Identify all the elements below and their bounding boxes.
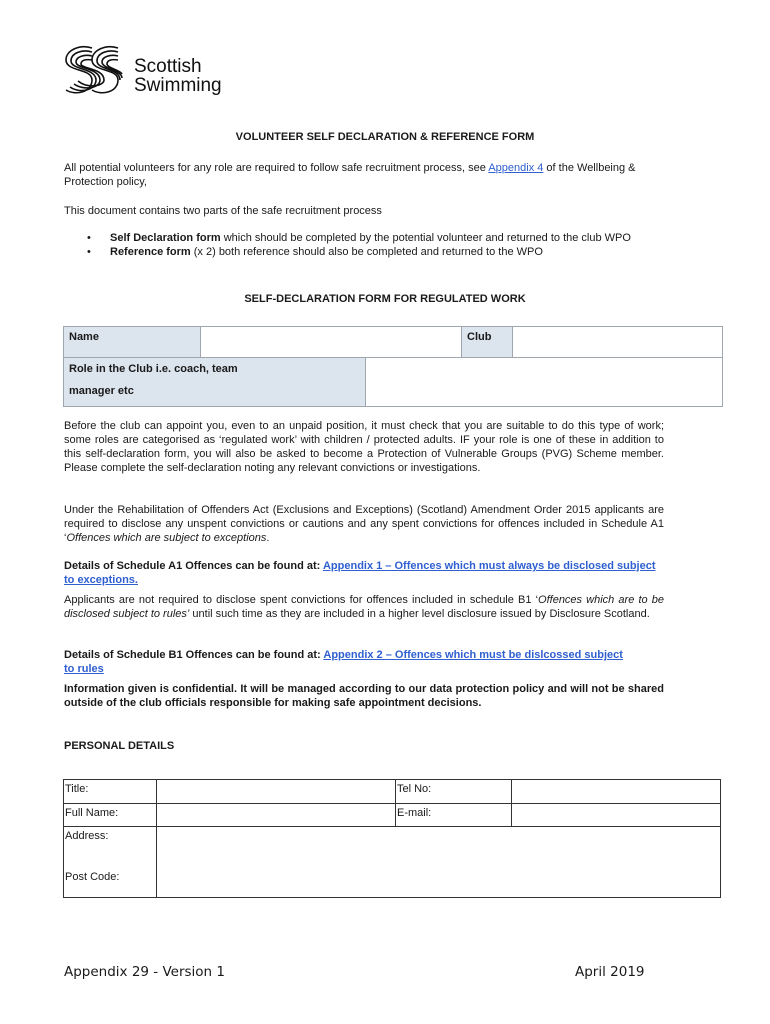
logo-wordmark [134, 57, 222, 95]
intro-text-post: of the Wellbeing & Protection policy, [64, 162, 636, 188]
swirl-logo-icon [62, 40, 124, 102]
role-label [64, 358, 366, 407]
name-field[interactable] [201, 327, 462, 358]
rehab-text-pre: Under the Rehabilitation of Offenders Act (Exclusions and Exceptions) (Scotland) Amendment Order 2015 applicants are required to disclose any unspent convictions or cautions and any spent convictions for offences included in Schedule A1 ‘ [64, 504, 664, 544]
logo-line-1: Scottish [134, 56, 202, 77]
applicants-paragraph [64, 593, 664, 621]
parts-intro: This document contains two parts of the safe recruitment process [64, 205, 382, 217]
rehab-paragraph [64, 503, 664, 545]
club-label: Club [462, 327, 513, 358]
email-label: E-mail: [396, 804, 512, 827]
schedule-a1-label: Details of Schedule A1 Offences can be found at: [64, 560, 323, 572]
confidential-notice: Information given is confidential. It will be managed according to our data protection policy and will not be shared outside of the club officials responsible for making safe appointment decisions. [64, 683, 664, 709]
address-label: Address: [65, 830, 109, 842]
bullet-text: (x 2) both reference should also be completed and returned to the WPO [190, 245, 543, 258]
schedule-b1-details [64, 648, 624, 676]
schedule-b1-label: Details of Schedule B1 Offences can be found at: [64, 649, 324, 661]
title-label: Title: [64, 780, 157, 804]
bullet-bold: Reference form [110, 245, 191, 258]
postcode-label: Post Code: [65, 871, 120, 883]
section-title: SELF-DECLARATION FORM FOR REGULATED WORK [244, 293, 526, 305]
rehab-text-italic: Offences which are subject to exceptions [66, 532, 267, 544]
fullname-label: Full Name: [64, 804, 157, 827]
role-label-line-2: manager etc [69, 385, 134, 397]
intro-paragraph [64, 161, 674, 189]
before-paragraph: Before the club can appoint you, even to an unpaid position, it must check that you are suitable to do this type of work; some roles are categorised as ‘regulated work’ with children / protected adults. IF your role is one of these in addition to this self-declaration form, you will also be asked to become a Protection of Vulnerable Groups (PVG) Scheme member. Please complete the self-declaration noting any relevant convictions or investigations. [64, 420, 664, 474]
role-table [63, 357, 723, 407]
fullname-field[interactable] [157, 804, 396, 827]
rehab-text-post: . [266, 532, 270, 544]
personal-details-table [63, 779, 721, 898]
appendix-2-link[interactable]: Appendix 2 – Offences which must be dislcossed subject to rules [64, 649, 623, 675]
role-label-line-1: Role in the Club i.e. coach, team [69, 363, 238, 375]
schedule-a1-details [64, 559, 664, 587]
address-label-cell [64, 827, 157, 898]
bullet-text: which should be completed by the potential volunteer and returned to the club WPO [220, 232, 631, 244]
list-item [64, 232, 704, 246]
intro-text-pre: All potential volunteers for any role are required to follow safe recruitment process, see [64, 162, 489, 174]
address-field[interactable] [157, 827, 721, 898]
tel-field[interactable] [512, 780, 721, 804]
tel-label: Tel No: [396, 780, 512, 804]
parts-list [64, 232, 704, 259]
footer-date: April 2019 [575, 964, 645, 980]
scottish-swimming-logo [62, 40, 262, 102]
title-field[interactable] [157, 780, 396, 804]
applicants-text-pre: Applicants are not required to disclose spent convictions for offences included in schedule B1 ‘ [64, 594, 539, 606]
applicants-text-post: until such time as they are included in a higher level disclosure issued by Disclosure Scotland. [189, 608, 650, 620]
applicant-table [63, 326, 723, 358]
list-item [64, 246, 704, 260]
footer-version: Appendix 29 - Version 1 [64, 964, 225, 980]
email-field[interactable] [512, 804, 721, 827]
personal-details-title: PERSONAL DETAILS [64, 740, 175, 752]
name-label: Name [64, 327, 201, 358]
appendix-4-link[interactable]: Appendix 4 [488, 162, 544, 174]
role-field[interactable] [366, 358, 723, 407]
appendix-1-link[interactable]: Appendix 1 – Offences which must always be disclosed subject to exceptions. [64, 560, 656, 586]
applicants-text-italic: Offences which are to be disclosed subject to rules’ [64, 594, 664, 620]
logo-line-2: Swimming [134, 75, 222, 96]
page-title: VOLUNTEER SELF DECLARATION & REFERENCE FORM [235, 131, 535, 143]
bullet-bold: Self Declaration form [110, 232, 221, 244]
club-field[interactable] [513, 327, 723, 358]
